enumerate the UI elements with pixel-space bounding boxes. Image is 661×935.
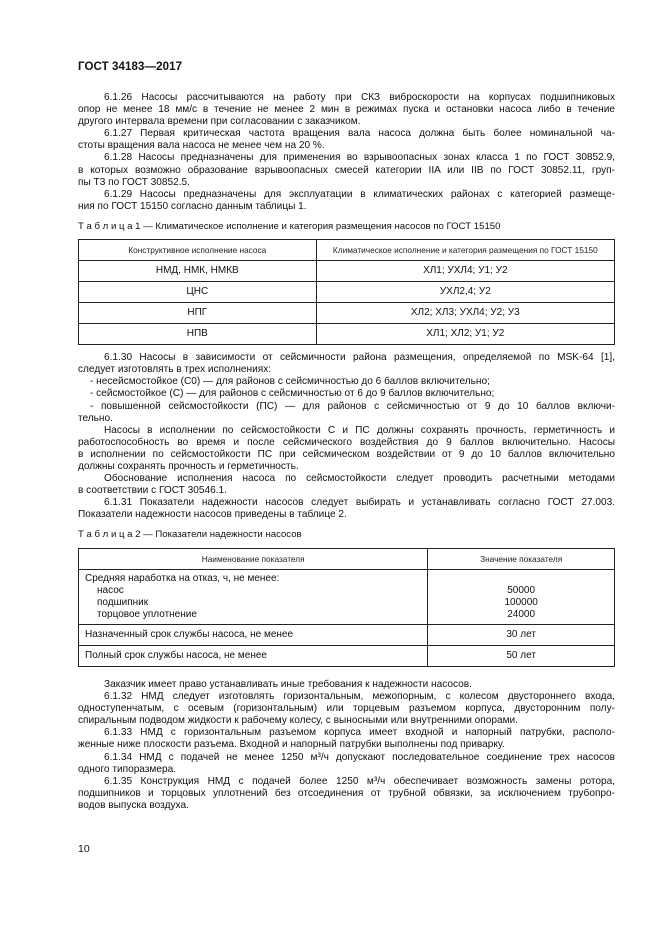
- paragraph-line: спиральным подводом жидкости к рабочему колесу, с выносными или внутренними опорами.: [78, 715, 518, 727]
- paragraph-line: тельно.: [78, 412, 113, 424]
- document-header: ГОСТ 34183—2017: [78, 61, 183, 73]
- table-row: [79, 625, 615, 646]
- paragraph-line: женные ниже плоскости разъема. Входной и напорный патрубки выполнены под приварку.: [78, 739, 505, 751]
- group-item-name: подшипник: [97, 596, 149, 608]
- paragraph-line: 6.1.35 Конструкция НМД с подачей более 1250 м³/ч обеспечивает возможность замены ротора,: [104, 775, 615, 787]
- paragraph-line: работоспособность во время и после сейсмического воздействия до 9 баллов включительно. Насосы: [78, 436, 615, 448]
- table-cell: НМД, НМК, НМКВ: [79, 261, 317, 282]
- table-2: [78, 548, 615, 667]
- value-spacer: [434, 573, 608, 585]
- paragraph: [78, 189, 615, 213]
- paragraph: [78, 425, 615, 473]
- table-cell: ХЛ2; ХЛ3; УХЛ4; У2; У3: [316, 303, 614, 324]
- page-number: 10: [78, 843, 90, 855]
- paragraph: [78, 376, 615, 388]
- paragraph: [78, 152, 615, 188]
- table-2-group-row: [79, 569, 615, 624]
- paragraph-line: - сейсмостойкое (С) — для районов с сейсмичностью от 6 до 9 баллов включительно;: [90, 388, 495, 400]
- paragraph-line: одноступенчатым, с осевым (горизонтальным) или торцевым разъемом корпуса, двусторонним полу-: [78, 703, 615, 715]
- paragraph-line: должны сохранять прочность и герметичность.: [78, 460, 299, 472]
- table-cell: Назначенный срок службы насоса, не менее: [79, 625, 428, 646]
- table-2-group-values: [428, 569, 615, 624]
- paragraph-line: - несейсмостойкое (С0) — для районов с сейсмичностью до 6 баллов включительно;: [90, 376, 490, 388]
- section-6-1-30-to-31: [78, 352, 615, 521]
- paragraph-line: пы Т3 по ГОСТ 30852.5.: [78, 176, 190, 188]
- paragraph: [78, 388, 615, 400]
- paragraph: [78, 92, 615, 128]
- table-2-caption: Т а б л и ц а 2 — Показатели надежности насосов: [78, 529, 302, 541]
- table-cell: 30 лет: [428, 625, 615, 646]
- paragraph-line: Обоснование исполнения насоса по сейсмостойкости следует проводить расчетными методами: [104, 473, 615, 485]
- table-cell: НПГ: [79, 303, 317, 324]
- paragraph-line: одного типоразмера.: [78, 763, 177, 775]
- paragraph-line: - повышенной сейсмостойкости (ПС) — для районов с сейсмичностью от 9 до 10 баллов включи-: [90, 400, 615, 412]
- table-row: [79, 261, 615, 282]
- paragraph-line: Насосы в исполнении по сейсмостойкости С и ПС должны сохранять прочность, герметичность и: [104, 424, 615, 436]
- paragraph: [78, 401, 615, 425]
- paragraph-line: подшипников и торцовых уплотнений без отсоединения от трубной обвязки, за исключением трубопро-: [78, 787, 615, 799]
- paragraph-line: 6.1.27 Первая критическая частота вращения вала насоса должна быть более номинальной ча-: [104, 128, 615, 140]
- table-1-header-row: [79, 240, 615, 261]
- paragraph: [78, 727, 615, 751]
- paragraph-line: Показатели надежности насосов приведены в таблице 2.: [78, 509, 347, 521]
- table-row: [79, 303, 615, 324]
- paragraph-line: в соответствии с ГОСТ 30546.1.: [78, 485, 227, 497]
- paragraph-line: 6.1.31 Показатели надежности насосов следует выбирать и устанавливать согласно ГОСТ 27.003.: [104, 497, 615, 509]
- paragraph-line: другого интервала времени при согласовании с заказчиком.: [78, 116, 361, 128]
- group-label: Средняя наработка на отказ, ч, не менее:: [85, 572, 280, 584]
- table-2-header-cell: Значение показателя: [428, 548, 615, 569]
- table-row: [79, 646, 615, 667]
- paragraph: [78, 128, 615, 152]
- paragraph-line: 6.1.33 НМД с горизонтальным разъемом корпуса имеет входной и напорный патрубки, располо-: [104, 727, 615, 739]
- table-row: [79, 282, 615, 303]
- table-2-body: [79, 625, 615, 667]
- paragraph-line: 6.1.29 Насосы предназначены для эксплуатации в климатических районах с категорией размеще-: [104, 188, 615, 200]
- paragraph-line: стоты вращения вала насоса не менее чем на 20 %.: [78, 140, 325, 152]
- table-1-caption: Т а б л и ц а 1 — Климатическое исполнение и категория размещения насосов по ГОСТ 15150: [78, 220, 501, 232]
- paragraph: [78, 691, 615, 727]
- section-6-1-32-to-35: [78, 679, 615, 812]
- paragraph: [78, 497, 615, 521]
- table-cell: Полный срок службы насоса, не менее: [79, 646, 428, 667]
- paragraph: [78, 752, 615, 776]
- paragraph-line: 6.1.32 НМД следует изготовлять горизонтальным, межопорным, с колесом двустороннего входа,: [104, 691, 615, 703]
- table-1: [78, 239, 615, 345]
- paragraph-line: в которых возможно образование взрывоопасных смесей категории IIA или IIB по ГОСТ 30852.11, груп-: [78, 164, 615, 176]
- paragraph: [78, 473, 615, 497]
- table-row: [79, 324, 615, 345]
- group-item-value: 50000: [507, 584, 536, 596]
- paragraph-line: ния по ГОСТ 15150 согласно данным таблицы 1.: [78, 200, 307, 212]
- table-cell: ХЛ1; ХЛ2; У1; У2: [316, 324, 614, 345]
- paragraph-line: 6.1.28 Насосы предназначены для применения во взрывоопасных зонах класса 1 по ГОСТ 30852.9,: [104, 152, 615, 164]
- document-body: [78, 92, 615, 812]
- paragraph-line: в исполнении по сейсмостойкости ПС при сейсмическом воздействии от 9 до 10 баллов включительно: [78, 448, 615, 460]
- paragraph-line: 6.1.34 НМД с подачей не менее 1250 м³/ч допускают последовательное соединение трех насосов: [104, 751, 615, 763]
- table-cell: ЦНС: [79, 282, 317, 303]
- table-1-header-cell: Конструктивное исполнение насоса: [79, 240, 317, 261]
- paragraph-line: 6.1.26 Насосы рассчитываются на работу при СКЗ виброскорости на корпусах подшипниковых: [104, 92, 615, 103]
- group-item-name: торцовое уплотнение: [97, 608, 197, 620]
- table-cell: ХЛ1; УХЛ4; У1; У2: [316, 261, 614, 282]
- paragraph-line: водов выпуска воздуха.: [78, 799, 189, 811]
- section-6-1-26-to-29: [78, 92, 615, 213]
- table-2-header-row: [79, 548, 615, 569]
- paragraph-line: Заказчик имеет право устанавливать иные требования к надежности насосов.: [104, 679, 472, 690]
- table-2-group-names: [79, 569, 428, 624]
- table-cell: УХЛ2,4; У2: [316, 282, 614, 303]
- group-item-name: насос: [97, 584, 124, 596]
- paragraph: [78, 679, 615, 691]
- paragraph: [78, 352, 615, 376]
- paragraph-line: следует изготовлять в трех исполнениях:: [78, 364, 272, 376]
- table-2-header-cell: Наименование показателя: [79, 548, 428, 569]
- paragraph-line: 6.1.30 Насосы в зависимости от сейсмичности района размещения, определяемой по MSK-64 [1],: [104, 352, 615, 364]
- group-item-value: 100000: [504, 596, 538, 608]
- paragraph-line: опор не менее 18 мм/с в течение не менее 2 мин в режимах пуска и остановки насоса либо в течение: [78, 104, 615, 116]
- table-cell: 50 лет: [428, 646, 615, 667]
- table-cell: НПВ: [79, 324, 317, 345]
- table-1-header-cell: Климатическое исполнение и категория размещения по ГОСТ 15150: [316, 240, 614, 261]
- group-item-value: 24000: [507, 608, 536, 620]
- table-1-body: [79, 261, 615, 345]
- paragraph: [78, 776, 615, 812]
